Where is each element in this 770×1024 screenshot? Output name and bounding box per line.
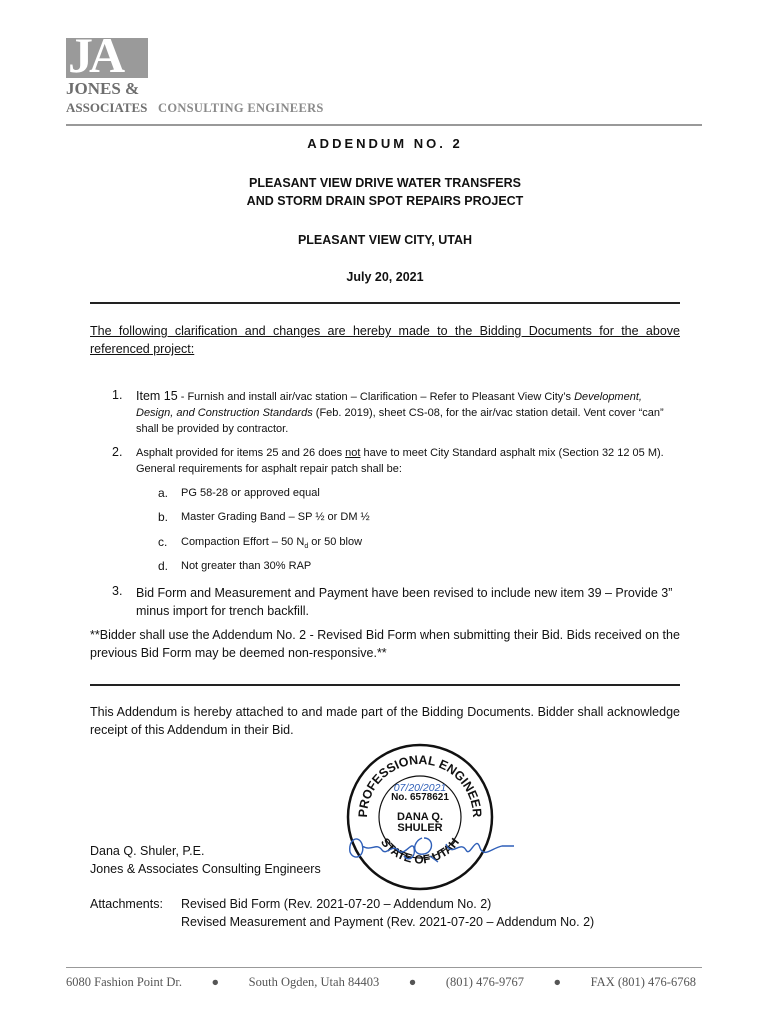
- item-3-text: Bid Form and Measurement and Payment have been revised to include new item 39 – Provide 3” minus import for trench backfill.: [136, 586, 673, 618]
- seal-top-text: PROFESSIONAL ENGINEER: [355, 752, 485, 818]
- seal-name-line1: DANA Q.: [396, 811, 444, 823]
- item-1-text-b: (Feb. 2019), sheet CS-08, for the air/vac station detail. Vent cover “can” shall be provided by contractor.: [136, 407, 664, 435]
- logo-mark: JA: [68, 27, 122, 83]
- handwritten-signature: [342, 822, 517, 874]
- item-1-italic: Development, Design, and Construction Standards: [136, 391, 642, 419]
- item-1-lead: Item 15: [136, 389, 178, 403]
- attachments-label: Attachments:: [90, 897, 163, 911]
- footer-fax: FAX (801) 476-6768: [590, 975, 696, 989]
- subitem-b-text: Master Grading Band – SP ½ or DM ½: [181, 511, 370, 523]
- item-2-number: 2.: [112, 445, 123, 459]
- attachment-item: Revised Bid Form (Rev. 2021-07-20 – Addendum No. 2): [181, 897, 492, 911]
- project-title-line1: PLEASANT VIEW DRIVE WATER TRANSFERS: [248, 176, 521, 190]
- item-2-underlined: not: [345, 447, 361, 459]
- subitem-b-letter: b.: [158, 510, 169, 524]
- item-1-text: [136, 388, 680, 437]
- seal-number: No. 6578621: [391, 792, 449, 803]
- intro-paragraph: The following clarification and changes are hereby made to the Bidding Documents for the above referenced project:: [90, 324, 680, 356]
- subitem-c-text-after: or 50 blow: [308, 536, 363, 548]
- footer-divider: [66, 967, 702, 968]
- subitem-d-text: Not greater than 30% RAP: [181, 560, 312, 572]
- subitem-c-subscript: d: [304, 543, 309, 551]
- footer-address: 6080 Fashion Point Dr.: [66, 975, 182, 989]
- footer: [66, 975, 696, 990]
- item-1-number: 1.: [112, 388, 123, 402]
- attachment-item: Revised Measurement and Payment (Rev. 2021-07-20 – Addendum No. 2): [181, 915, 595, 929]
- footer-separator: ●: [211, 975, 220, 989]
- seal-name-line2: SHULER: [397, 822, 443, 834]
- subitem-d-letter: d.: [158, 559, 169, 573]
- signatory-firm: Jones & Associates Consulting Engineers: [90, 862, 321, 876]
- subitem-c-text: [181, 536, 362, 550]
- item-2-text: [136, 445, 680, 477]
- footer-city: South Ogden, Utah 84403: [248, 975, 380, 989]
- subitem-a-letter: a.: [158, 486, 169, 500]
- item-2-text-a: Asphalt provided for items 25 and 26 does: [136, 447, 346, 459]
- addendum-date: July 20, 2021: [346, 270, 424, 284]
- company-name-line2: ASSOCIATES: [66, 100, 148, 115]
- seal-date: 07/20/2021: [393, 782, 447, 794]
- item-2-text-b: have to meet City Standard asphalt mix (Section 32 12 05 M). General requirements for asphalt repair patch shall be:: [136, 447, 664, 475]
- item-3-number: 3.: [112, 584, 123, 598]
- company-name-line1: JONES &: [66, 79, 140, 98]
- notice-divider: [90, 684, 680, 686]
- subitem-c-letter: c.: [158, 535, 168, 549]
- bid-form-notice: **Bidder shall use the Addendum No. 2 - Revised Bid Form when submitting their Bid. Bids received on the previous Bid Form may be deemed non-responsive.**: [90, 628, 680, 660]
- footer-phone: (801) 476-9767: [445, 975, 524, 989]
- addendum-title: ADDENDUM NO. 2: [307, 136, 463, 151]
- letterhead-divider: [66, 124, 702, 126]
- project-location: PLEASANT VIEW CITY, UTAH: [297, 233, 473, 247]
- subitem-a-text: PG 58-28 or approved equal: [181, 487, 320, 499]
- heading-divider: [90, 302, 680, 304]
- closing-paragraph: This Addendum is hereby attached to and made part of the Bidding Documents. Bidder shall acknowledge receipt of this Addendum in their Bid.: [90, 705, 680, 737]
- company-tagline: CONSULTING ENGINEERS: [158, 101, 324, 115]
- footer-separator: ●: [408, 975, 417, 989]
- project-title-line2: AND STORM DRAIN SPOT REPAIRS PROJECT: [246, 194, 524, 208]
- signatory-name: Dana Q. Shuler, P.E.: [90, 844, 205, 858]
- item-1-text-a: - Furnish and install air/vac station – Clarification – Refer to Pleasant View City’s: [177, 391, 575, 403]
- footer-separator: ●: [553, 975, 562, 989]
- seal-bottom-text: STATE OF UTAH: [378, 835, 462, 867]
- subitem-c-text-main: Compaction Effort – 50 N: [181, 536, 305, 548]
